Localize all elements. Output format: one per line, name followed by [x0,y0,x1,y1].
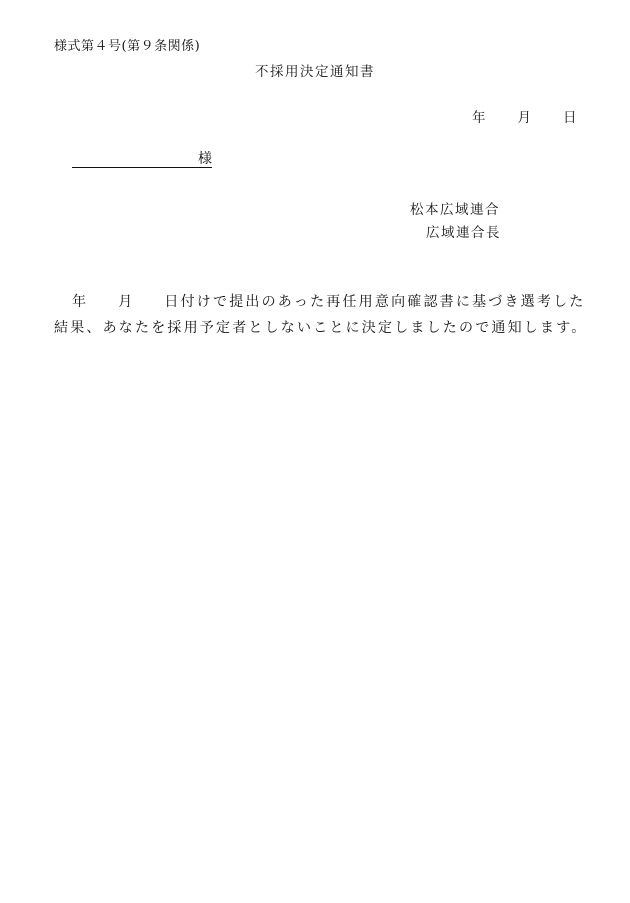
notice-body [54,289,588,341]
issuer-position: 広域連合長 [426,225,501,241]
notice-body-line-1 [54,289,584,315]
issuer-organization: 松本広域連合 [410,202,500,218]
form-number: 様式第４号(第９条関係) [54,39,201,54]
notice-body-line-2: 結果、あなたを採用予定者としないことに決定しましたので通知します。 [54,320,588,336]
document-title: 不採用決定通知書 [255,64,375,80]
date-day-label: 日 [563,110,577,126]
addressee-honorific: 様 [198,151,212,167]
date-year-label: 年 [472,110,486,126]
body-month-label: 月 [118,294,135,310]
addressee-line [72,151,212,168]
body-year-label: 年 [72,294,89,310]
date-line [472,106,577,126]
body-line1-text: 日付けで提出のあった再任用意向確認書に基づき選考した [164,294,586,310]
date-month-label: 月 [517,110,531,126]
addressee-name-blank [72,152,198,168]
